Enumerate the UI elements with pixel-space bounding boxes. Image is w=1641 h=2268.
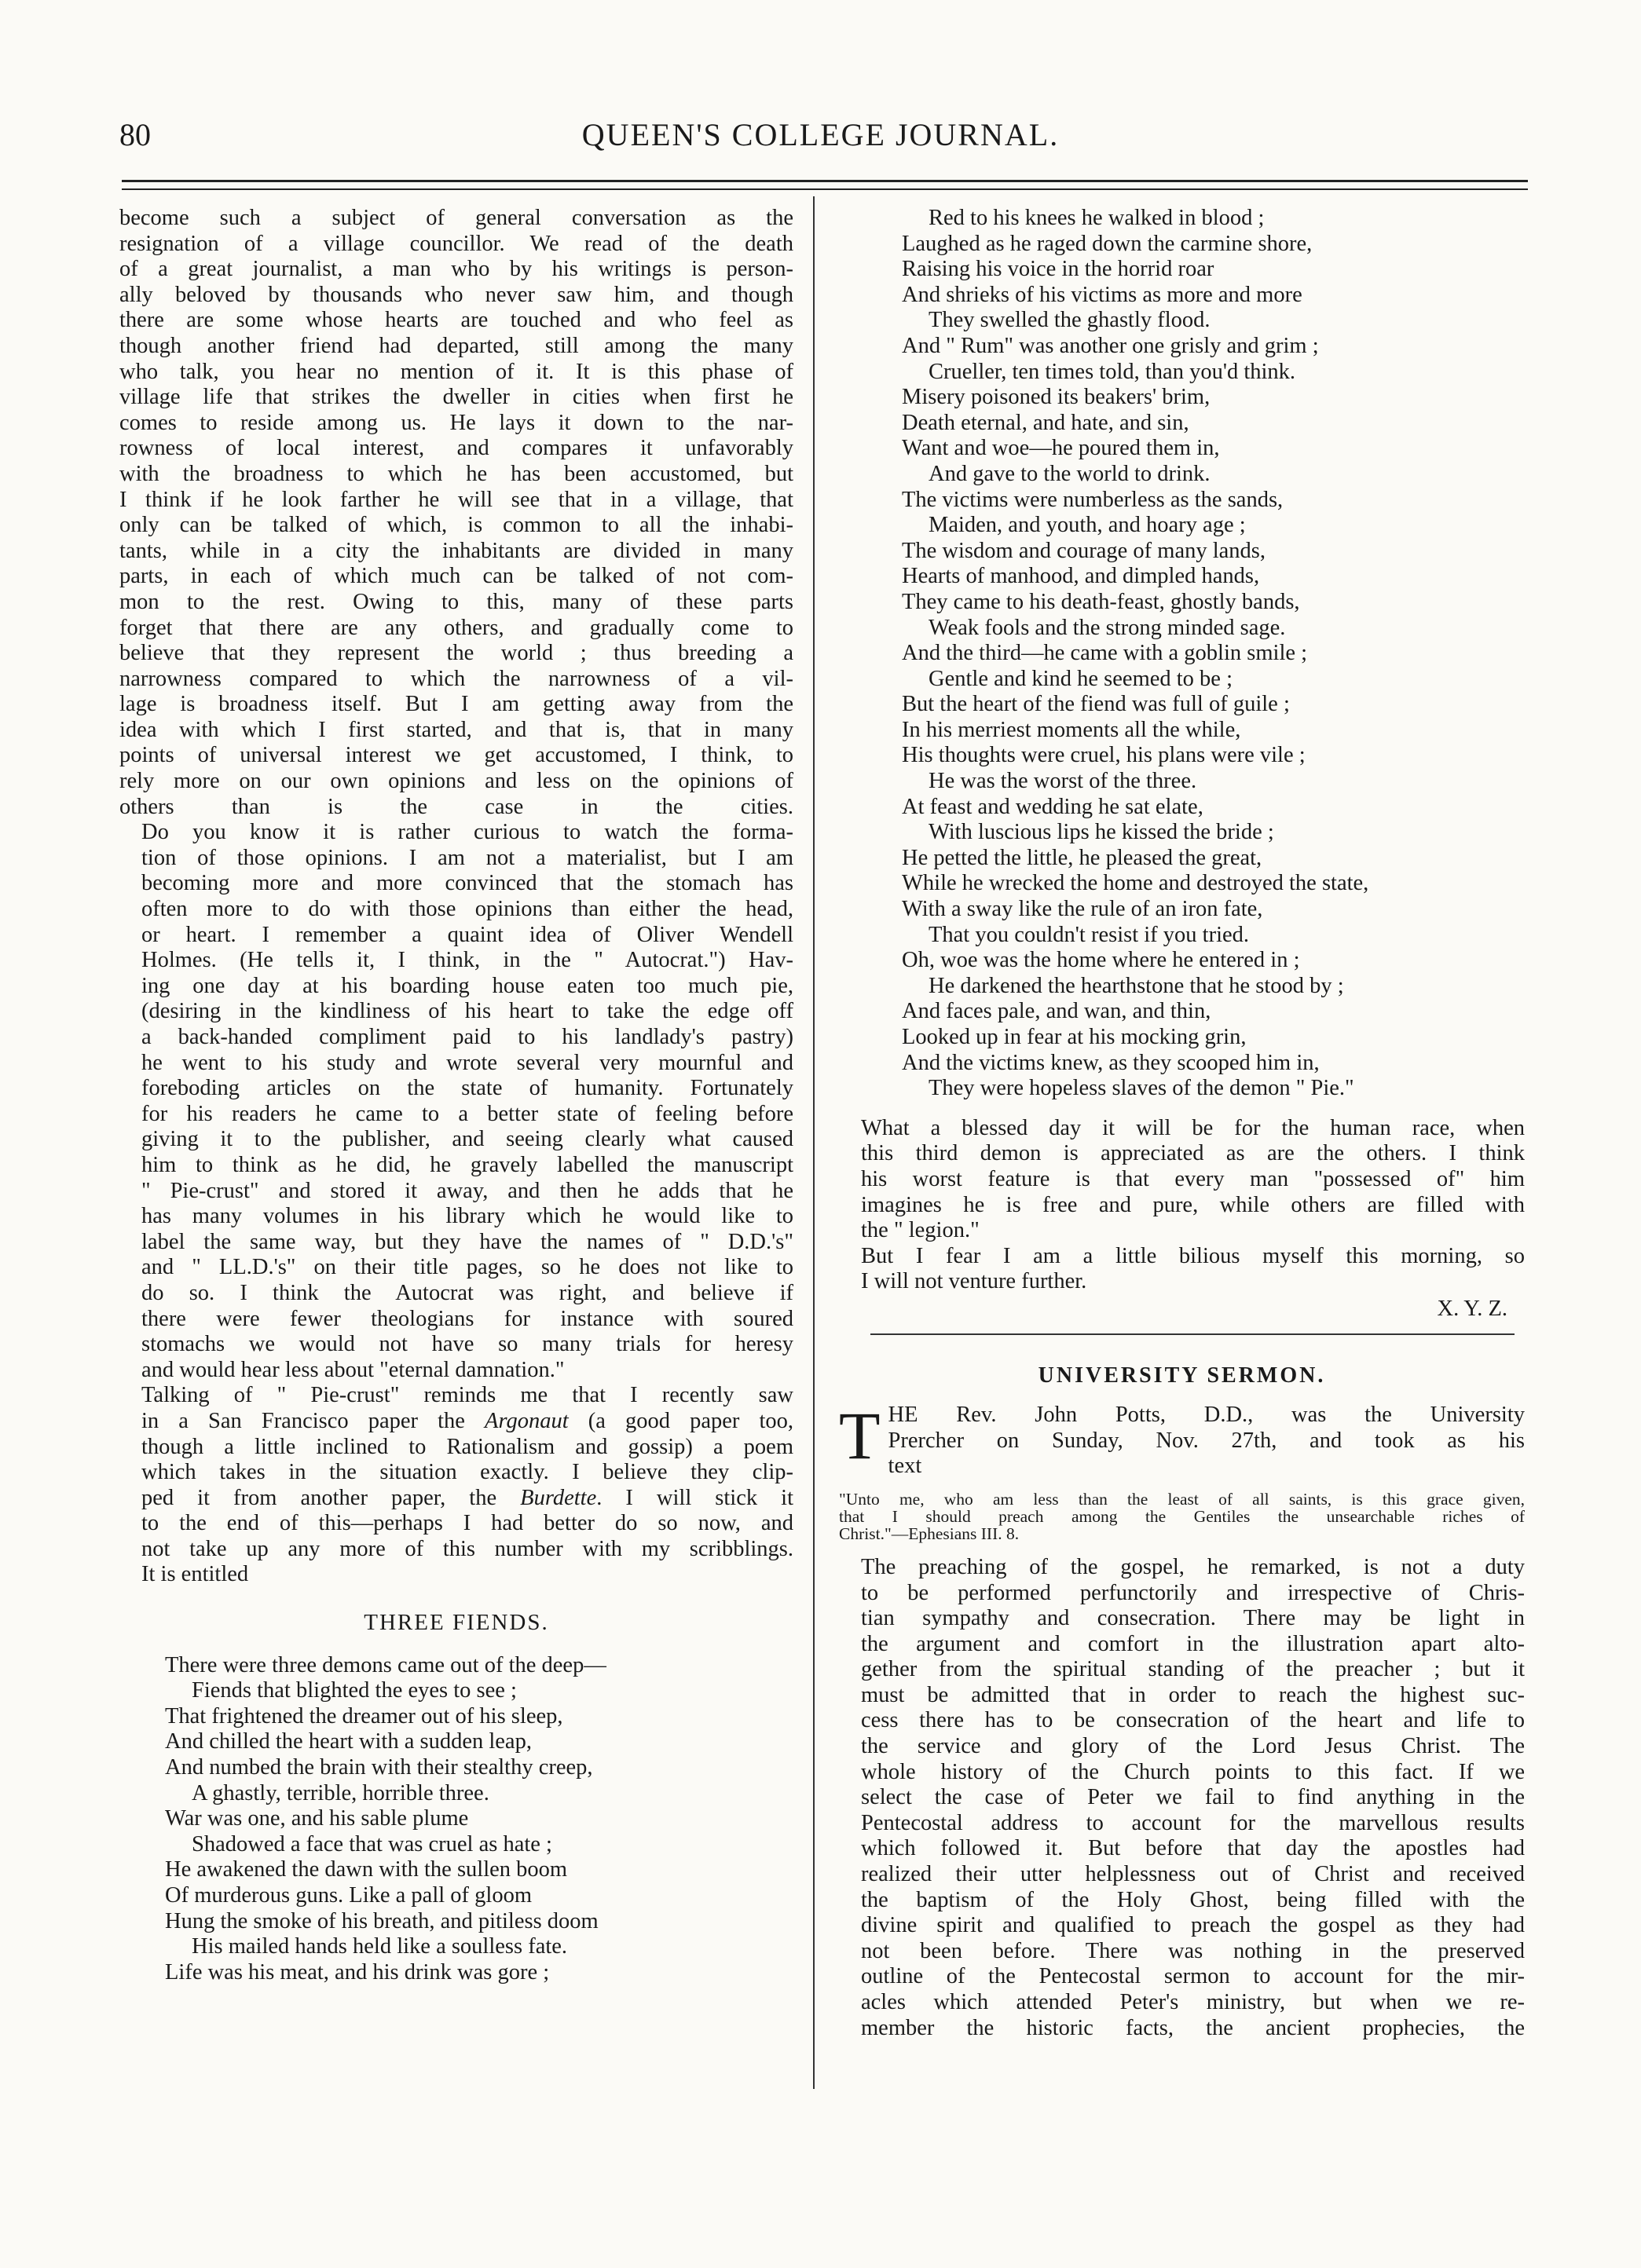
text-line: become such a subject of general conversation as the — [119, 206, 793, 230]
text-line: him to think as he did, he gravely labelled the manuscript — [141, 1152, 793, 1177]
text-line: the service and glory of the Lord Jesus Christ. The — [861, 1734, 1525, 1759]
text-line: rely more on our own opinions and less on the opinions of — [119, 769, 793, 794]
poem-line: His thoughts were cruel, his plans were vile ; — [902, 743, 1306, 768]
poem-line: He darkened the hearthstone that he stood by ; — [929, 973, 1344, 998]
text-line: do so. I think the Autocrat was right, and believe if — [141, 1280, 793, 1305]
column-divider — [813, 196, 815, 2089]
poem-line: War was one, and his sable plume — [165, 1806, 469, 1831]
text-line: outline of the Pentecostal sermon to account for the mir- — [861, 1964, 1525, 1989]
text-line: stomachs we would not have so many trials for heresy — [141, 1332, 793, 1357]
poem-line: Of murderous guns. Like a pall of gloom — [165, 1883, 532, 1908]
section-heading: UNIVERSITY SERMON. — [1038, 1363, 1326, 1388]
signature: X. Y. Z. — [1437, 1296, 1507, 1321]
poem-line: That you couldn't resist if you tried. — [929, 922, 1250, 947]
text-line: foreboding articles on the state of humanity. Fortunately — [141, 1076, 793, 1101]
poem-line: Crueller, ten times told, than you'd think. — [929, 359, 1296, 384]
poem-line: With luscious lips he kissed the bride ; — [929, 820, 1274, 845]
text-line: to be performed perfunctorily and irrespective of Chris- — [861, 1580, 1525, 1605]
text-line: forget that there are any others, and gradually come to — [119, 615, 793, 640]
text-line: divine spirit and qualified to preach the gospel as they had — [861, 1913, 1525, 1938]
poem-line: And gave to the world to drink. — [929, 461, 1211, 486]
poem-line: But the heart of the fiend was full of guile ; — [902, 692, 1290, 717]
text-line: Pentecostal address to account for the marvellous results — [861, 1810, 1525, 1835]
text-line: What a blessed day it will be for the human race, when — [861, 1115, 1525, 1140]
poem-line: Want and woe—he poured them in, — [902, 436, 1220, 461]
header-rule-inner — [122, 188, 1528, 190]
text-line: his worst feature is that every man "possessed of" him — [861, 1166, 1525, 1191]
poem-line: Life was his meat, and his drink was gore ; — [165, 1959, 550, 1985]
paragraph-pie-crust: Talking of " Pie-crust" reminds me that I recently saw in a San Francisco paper the Argonaut (a good paper too, though a little inclined to Rationalism and gossip) a poem which takes in the situation exactly. I believe they clip- ped it from another paper, the Burdette. I will stick it to the end of this—perhaps I had better do so now, and not take up any more of this number with my scribblings. It is entitled — [141, 1383, 793, 1587]
left-column — [119, 206, 793, 1985]
text-line: the baptism of the Holy Ghost, being filled with the — [861, 1887, 1525, 1912]
page-number: 80 — [119, 117, 151, 152]
poem-line: Oh, woe was the home where he entered in ; — [902, 948, 1300, 973]
section-rule — [870, 1333, 1515, 1335]
poem-line: His mailed hands held like a soulless fate. — [192, 1934, 568, 1959]
text-line: ally beloved by thousands who never saw him, and though — [119, 282, 793, 307]
paragraph-blessed-day: What a blessed day it will be for the human race, when this third demon is appreciated as are the others. I think his worst feature is that every man "possessed of" him imagines he is free and pure, while others are filled with the " legion." — [839, 1116, 1525, 1244]
poem-line: And shrieks of his victims as more and more — [902, 282, 1302, 307]
poem-line: The wisdom and courage of many lands, — [902, 538, 1266, 563]
poem-line: Laughed as he raged down the carmine shore, — [902, 231, 1313, 256]
text-line: for his readers he came to a better state of feeling before — [141, 1101, 793, 1126]
text-line: there are some whose hearts are touched and who feel as — [119, 308, 793, 333]
text-line: " Pie-crust" and stored it away, and then he adds that he — [141, 1178, 793, 1203]
text-line: comes to reside among us. He lays it down to the nar- — [119, 410, 793, 435]
text-line: rowness of local interest, and compares it unfavorably — [119, 436, 793, 461]
text-line: Prercher on Sunday, Nov. 27th, and took as his — [888, 1428, 1525, 1453]
text-line: he went to his study and wrote several very mournful and — [141, 1050, 793, 1075]
text-line: village life that strikes the dweller in cities when first he — [119, 385, 793, 410]
poem-line: And numbed the brain with their stealthy creep, — [165, 1755, 593, 1780]
text-line: imagines he is free and pure, while others are filled with — [861, 1192, 1525, 1217]
text-line: member the historic facts, the ancient prophecies, the — [861, 2015, 1525, 2040]
poem-line: Looked up in fear at his mocking grin, — [902, 1025, 1247, 1049]
text-line: ing one day at his boarding house eaten too much pie, — [141, 973, 793, 998]
text-line: tants, while in a city the inhabitants are divided in many — [119, 538, 793, 563]
text-line: The preaching of the gospel, he remarked, is not a duty — [861, 1554, 1525, 1579]
text-line: others than is the case in the cities. — [119, 794, 793, 819]
poem-line: They swelled the ghastly flood. — [929, 308, 1211, 333]
poem-three-fiends-part1 — [119, 1653, 793, 1986]
running-head: QUEEN'S COLLEGE JOURNAL. — [581, 117, 1060, 152]
paragraph-continued — [119, 206, 793, 820]
poem-line: A ghastly, terrible, horrible three. — [192, 1780, 489, 1805]
text-line: lage is broadness itself. But I am getting away from the — [119, 692, 793, 717]
poem-line: Maiden, and youth, and hoary age ; — [929, 513, 1246, 538]
poem-line: In his merriest moments all the while, — [902, 717, 1241, 742]
text-line: acles which attended Peter's ministry, but when we re- — [861, 1990, 1525, 2014]
drop-cap: T — [839, 1398, 881, 1474]
epigraph: "Unto me, who am less than the least of all saints, is this grace given, that I should preach among the Gentiles the unsearchable riches of Christ."—Ephesians III. 8. — [839, 1489, 1525, 1543]
text-line: parts, in each of which much can be talked of not com- — [119, 564, 793, 589]
text-line: or heart. I remember a quaint idea of Oliver Wendell — [141, 922, 793, 947]
poem-line: That frightened the dreamer out of his sleep, — [165, 1703, 563, 1728]
sermon-body — [839, 1555, 1525, 2041]
poem-line: Gentle and kind he seemed to be ; — [929, 666, 1233, 691]
poem-line: And the third—he came with a goblin smile ; — [902, 641, 1308, 666]
text-line: (desiring in the kindliness of his heart to take the edge off — [141, 999, 793, 1024]
poem-line: Hung the smoke of his breath, and pitiless doom — [165, 1908, 599, 1933]
text-line: this third demon is appreciated as are the others. I think — [861, 1141, 1525, 1166]
poem-line: Red to his knees he walked in blood ; — [929, 206, 1265, 230]
poem-line: Fiends that blighted the eyes to see ; — [192, 1678, 517, 1703]
poem-line: He awakened the dawn with the sullen boom — [165, 1857, 568, 1882]
text-line: HE Rev. John Potts, D.D., was the University — [888, 1403, 1525, 1428]
poem-line: While he wrecked the home and destroyed the state, — [902, 871, 1369, 896]
text-line: resignation of a village councillor. We read of the death — [119, 231, 793, 256]
text-line: only can be talked of which, is common to all the inhabi- — [119, 513, 793, 538]
text-line: who talk, you hear no mention of it. It is this phase of — [119, 359, 793, 384]
text-line: label the same way, but they have the names of " D.D.'s" — [141, 1229, 793, 1254]
sermon-intro: T HE Rev. John Potts, D.D., was the University Prercher on Sunday, Nov. 27th, and took as his text — [839, 1398, 1525, 1479]
poem-line: And faces pale, and wan, and thin, — [902, 999, 1211, 1024]
text-line: Holmes. (He tells it, I think, in the " Autocrat.") Hav- — [141, 948, 793, 973]
text-line: the argument and comfort in the illustration apart alto- — [861, 1631, 1525, 1656]
text-line: which followed it. But before that day the apostles had — [861, 1836, 1525, 1861]
poem-line: Weak fools and the strong minded sage. — [929, 615, 1286, 640]
poem-three-fiends-part2 — [839, 206, 1525, 1102]
text-line: mon to the rest. Owing to this, many of these parts — [119, 589, 793, 614]
text-line: not been before. There was nothing in the preserved — [861, 1938, 1525, 1963]
text-line: Do you know it is rather curious to watch the forma- — [141, 820, 793, 845]
text-line: though another friend had departed, still among the many — [119, 333, 793, 358]
paragraph-opinions: Do you know it is rather curious to watch the forma- tion of those opinions. I am not a materialist, but I am becoming more and more convinced that the stomach has often more to do with those opinions than either the head, or heart. I remember a quaint idea of Oliver Wendell Holmes. (He tells it, I think, in the " Autocrat.") Hav- ing one day at his boarding house eaten too much pie, (desiring in the kindliness of his heart to take the edge off a back-handed compliment paid to his landlady's pastry) he went to his study and wrote several very mournful and foreboding articles on the state of humanity. Fortunately for his readers he came to a better state of feeling before giving it to the publisher, and seeing clearly what caused him to think as he did, he gravely labelled the manuscript " Pie-crust" and stored it away, and then he adds that he has many volumes in his library which he would like to label the same way, but they have the names of " D.D.'s" and " LL.D.'s" on their title pages, so he does not like to do so. I think the Autocrat was right, and believe if there were fewer theologians for instance with soured stomachs we would not have so many trials for heresy and would hear less about "eternal damnation." — [119, 820, 793, 1383]
text-line: realized their utter helplessness out of Christ and received — [861, 1862, 1525, 1887]
text-line: I think if he look farther he will see that in a village, that — [119, 487, 793, 512]
text-line: giving it to the publisher, and seeing clearly what caused — [141, 1127, 793, 1152]
right-column — [839, 206, 1525, 2041]
text-line: "Unto me, who am less than the least of all saints, is this grace given, — [839, 1489, 1525, 1509]
text-line: select the case of Peter we fail to find anything in the — [861, 1785, 1525, 1810]
text-line: becoming more and more convinced that the stomach has — [141, 871, 793, 896]
text-line: gether from the spiritual standing of the preacher ; but it — [861, 1657, 1525, 1682]
paragraph-bilious: But I fear I am a little bilious myself this morning, so I will not venture further. — [861, 1243, 1525, 1294]
text-line: believe that they represent the world ; thus breeding a — [119, 641, 793, 666]
text-line: of a great journalist, a man who by his writings is person- — [119, 257, 793, 282]
text-line: tion of those opinions. I am not a materialist, but I am — [141, 845, 793, 870]
text-line: points of universal interest we get accustomed, I think, to — [119, 743, 793, 768]
poem-line: He petted the little, he pleased the great, — [902, 845, 1262, 870]
text-line: narrowness compared to which the narrowness of a vil- — [119, 666, 793, 691]
poem-line: And chilled the heart with a sudden leap, — [165, 1729, 532, 1754]
text-line: whole history of the Church points to this fact. If we — [861, 1759, 1525, 1784]
poem-line: They came to his death-feast, ghostly bands, — [902, 589, 1300, 614]
text-line: has many volumes in his library which he would like to — [141, 1204, 793, 1229]
poem-line: The victims were numberless as the sands, — [902, 487, 1284, 512]
text-line: that I should preach among the Gentiles the unsearchable riches of — [839, 1506, 1525, 1526]
text-line: often more to do with those opinions than either the head, — [141, 897, 793, 922]
poem-line: Misery poisoned its beakers' brim, — [902, 385, 1211, 410]
poem-line: Death eternal, and hate, and sin, — [902, 410, 1189, 435]
poem-line: They were hopeless slaves of the demon " Pie." — [929, 1076, 1354, 1101]
text-line: a back-handed compliment paid to his landlady's pastry) — [141, 1025, 793, 1049]
poem-line: Raising his voice in the horrid roar — [902, 257, 1214, 282]
poem-line: There were three demons came out of the deep— — [165, 1652, 606, 1677]
text-line: idea with which I first started, and that is, that in many — [119, 717, 793, 742]
text-line: must be admitted that in order to reach the highest suc- — [861, 1682, 1525, 1707]
text-line: cess there has to be consecration of the heart and life to — [861, 1708, 1525, 1733]
poem-line: With a sway like the rule of an iron fate, — [902, 897, 1263, 922]
text-line: with the broadness to which he has been accustomed, but — [119, 461, 793, 486]
poem-line: Shadowed a face that was cruel as hate ; — [192, 1831, 552, 1856]
poem-line: And the victims knew, as they scooped him in, — [902, 1050, 1320, 1075]
text-line: tian sympathy and consecration. There may be light in — [861, 1606, 1525, 1631]
poem-line: At feast and wedding he sat elate, — [902, 794, 1203, 819]
poem-line: Hearts of manhood, and dimpled hands, — [902, 564, 1260, 589]
poem-line: And " Rum" was another one grisly and grim ; — [902, 333, 1319, 358]
poem-line: He was the worst of the three. — [929, 769, 1197, 794]
header-rule — [122, 180, 1528, 182]
text-line: there were fewer theologians for instance with soured — [141, 1306, 793, 1331]
poem-title: THREE FIENDS. — [364, 1610, 549, 1636]
text-line: and " LL.D.'s" on their title pages, so he does not like to — [141, 1255, 793, 1280]
